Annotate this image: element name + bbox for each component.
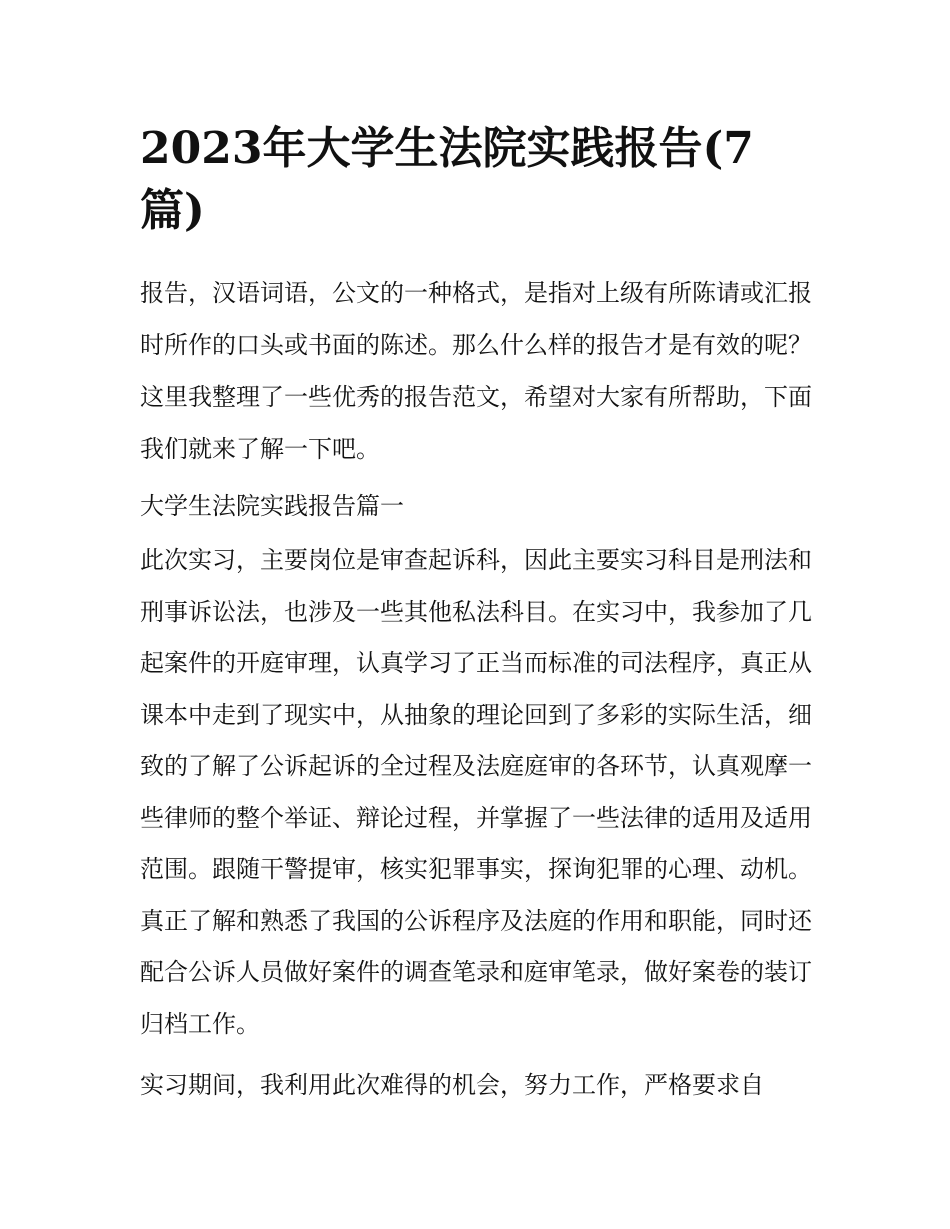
body-paragraph-1: 此次实习，主要岗位是审查起诉科，因此主要实习科目是刑法和刑事诉讼法，也涉及一些其他私法科目。在实习中，我参加了几起案件的开庭审理，认真学习了正当而标准的司法程序，真正从课本中走到了现实中，从抽象的理论回到了多彩的实际生活，细致的了解了公诉起诉的全过程及法庭庭审的各环节，认真观摩一些律师的整个举证、辩论过程，并掌握了一些法律的适用及适用范围。跟随干警提审，核实犯罪事实，探询犯罪的心理、动机。真正了解和熟悉了我国的公诉程序及法庭的作用和职能，同时还配合公诉人员做好案件的调查笔录和庭审笔录，做好案卷的装订归档工作。 (140, 546, 812, 1038)
document-title: 2023年大学生法院实践报告(7篇) (140, 123, 754, 236)
section-heading: 大学生法院实践报告篇一 (140, 492, 404, 520)
intro-paragraph: 报告，汉语词语，公文的一种格式，是指对上级有所陈请或汇报时所作的口头或书面的陈述。那么什么样的报告才是有效的呢？这里我整理了一些优秀的报告范文，希望对大家有所帮助，下面我们就来了解一下吧。 (140, 279, 812, 463)
document-page (140, 0, 812, 1111)
body-paragraph-2: 实习期间，我利用此次难得的机会，努力工作，严格要求自 (140, 1071, 764, 1099)
